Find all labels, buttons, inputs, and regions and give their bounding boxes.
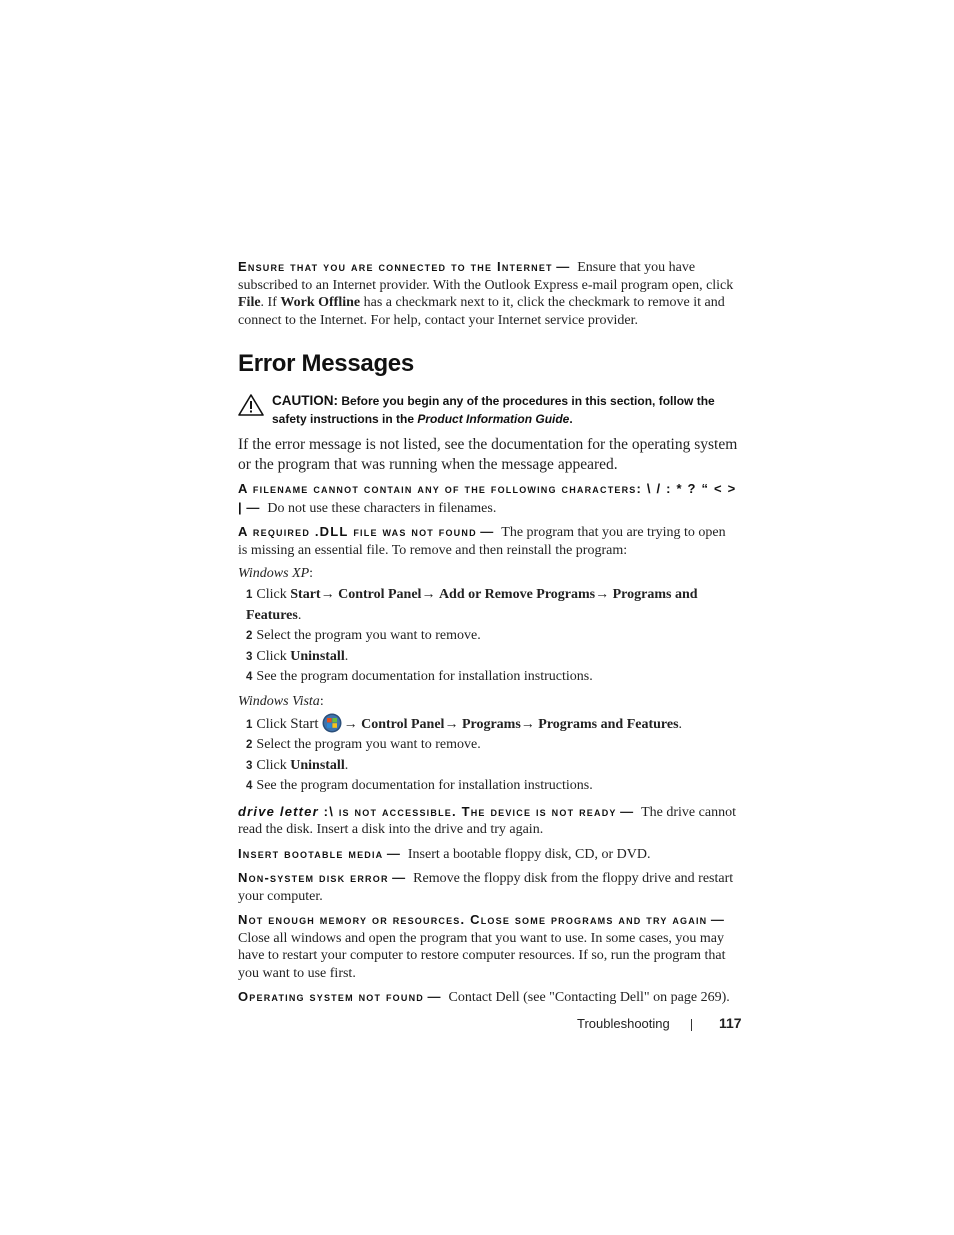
error-filename: A filename cannot contain any of the following characters: \ / : * ? “ < > | — Do not use these characters in filenames. xyxy=(238,481,737,516)
menu-work-offline: Work Offline xyxy=(280,295,361,310)
windows-start-icon xyxy=(322,713,342,733)
windows-vista-label: Windows Vista: xyxy=(238,693,324,709)
section-title: Error Messages xyxy=(238,350,414,377)
paragraph-internet: Ensure that you are connected to the Internet — Ensure that you have subscribed to an Internet provider. With the Outlook Express e-mail program open, click File. If Work Offline has a checkmark next to it, click the checkmark to remove it and connect to the Internet. For help, contact your Internet service provider. xyxy=(238,259,734,328)
error-memory: Not enough memory or resources. Close some programs and try again —Close all windows and open the program that you want to use. In some cases, you may have to restart your computer to restore computer resources. If so, run the program that you want to use first. xyxy=(238,912,726,981)
error-dll: A required .DLL file was not found — The program that you are trying to open is missing an essential file. To remove and then reinstall the program: xyxy=(238,524,726,558)
xp-step-4: 4 See the program documentation for installation instructions. xyxy=(246,669,593,684)
heading-internet: Ensure that you are connected to the Internet xyxy=(238,259,553,274)
xp-step-1: 1 Click Start→ Control Panel→ Add or Remove Programs→ Programs and Features. xyxy=(246,587,698,623)
menu-file: File xyxy=(238,295,261,310)
caution-label: CAUTION: xyxy=(272,393,338,408)
error-drive: drive letter :\ is not accessible. The device is not ready — The drive cannot read the disk. Insert a disk into the drive and try again. xyxy=(238,803,736,837)
page-number: 117 xyxy=(719,1015,742,1031)
error-nonsystem: Non-system disk error — Remove the floppy disk from the floppy drive and restart your computer. xyxy=(238,870,734,904)
error-nonsystem-heading: Non-system disk error xyxy=(238,870,389,885)
page-footer xyxy=(577,1016,742,1034)
footer-divider xyxy=(691,1019,692,1031)
vista-step-1: 1 Click Start → Control Panel→ Programs→ Programs and Features. xyxy=(238,713,738,736)
footer-section: Troubleshooting xyxy=(577,1016,670,1031)
section-intro: If the error message is not listed, see the documentation for the operating system or the program that was running when the message appeared. xyxy=(238,436,738,473)
xp-step-3: 3 Click Uninstall. xyxy=(246,648,349,664)
vista-step-3: 3 Click Uninstall. xyxy=(246,757,349,773)
error-filename-heading: A filename cannot contain any of the following characters: \ / : * ? “ < > | xyxy=(238,481,737,515)
error-os-heading: Operating system not found xyxy=(238,989,424,1004)
error-bootable-heading: Insert bootable media xyxy=(238,845,384,861)
error-bootable: Insert bootable media — Insert a bootable floppy disk, CD, or DVD. xyxy=(238,845,651,862)
error-os: Operating system not found — Contact Dell (see "Contacting Dell" on page 269). xyxy=(238,989,730,1005)
vista-step-2: 2 Select the program you want to remove. xyxy=(246,737,481,752)
caution-icon xyxy=(238,394,264,416)
error-memory-heading: Not enough memory or resources. Close some programs and try again xyxy=(238,912,708,927)
xp-step-2: 2 Select the program you want to remove. xyxy=(246,628,481,643)
product-info-guide: Product Information Guide xyxy=(417,412,570,426)
error-drive-heading: drive letter :\ is not accessible. The device is not ready xyxy=(238,803,617,819)
xp-steps xyxy=(238,585,738,688)
vista-step-4: 4 See the program documentation for installation instructions. xyxy=(246,778,593,793)
page-content xyxy=(238,258,738,1007)
error-dll-heading: A required .DLL file was not found xyxy=(238,524,477,539)
caution-note: CAUTION: Before you begin any of the procedures in this section, follow the safety instructions in the Product Information Guide. xyxy=(238,392,738,428)
vista-steps xyxy=(238,713,738,797)
windows-xp-label: Windows XP: xyxy=(238,566,314,581)
